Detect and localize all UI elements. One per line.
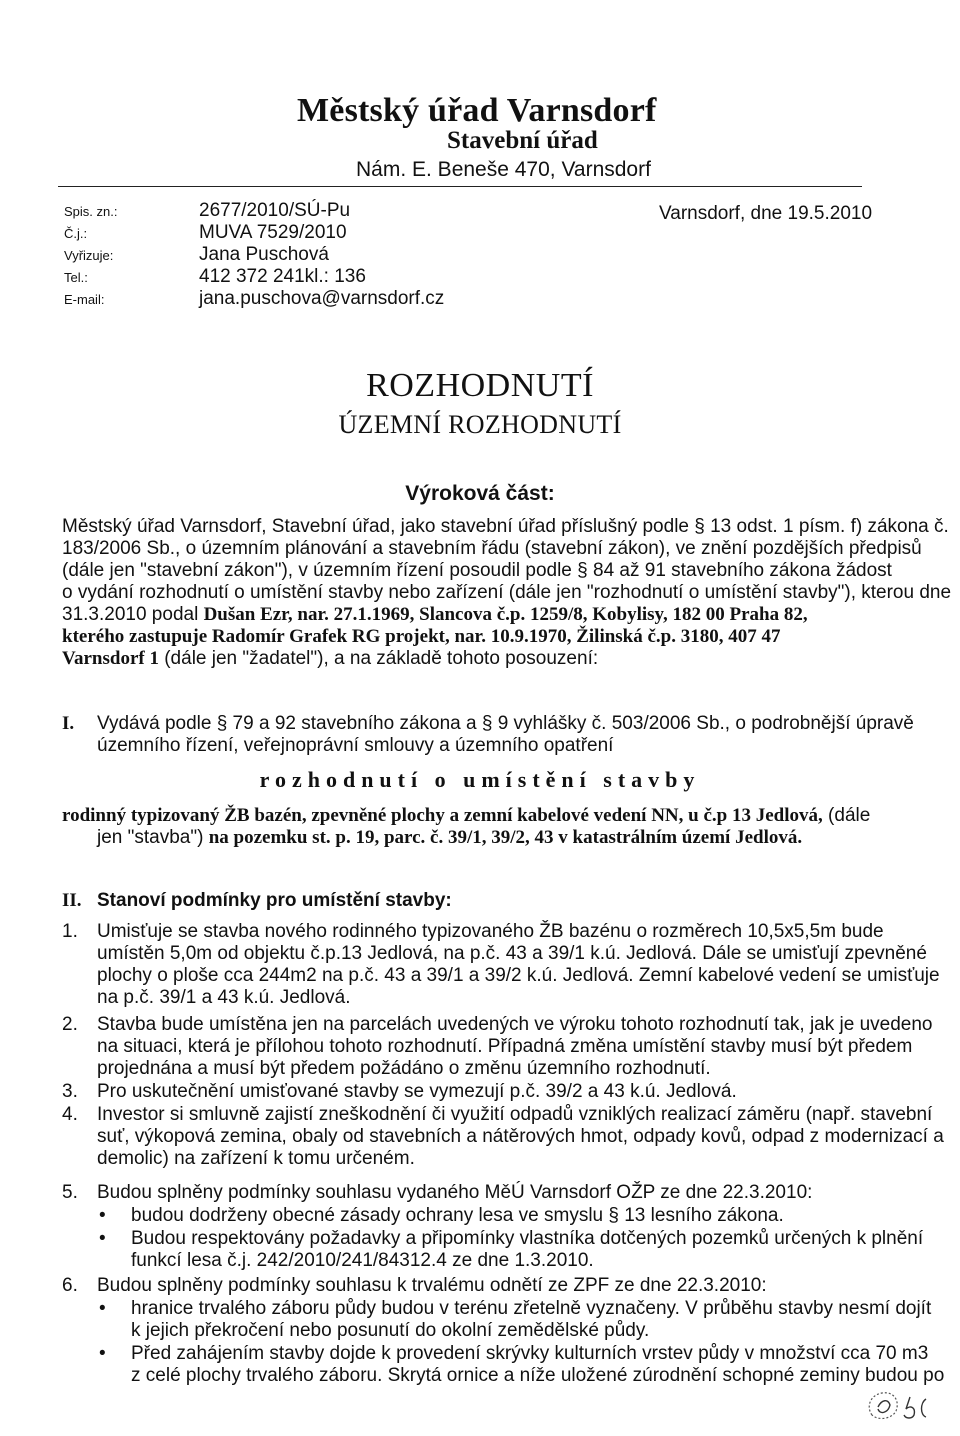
handled-by: Jana Puschová — [199, 244, 329, 265]
decision-title: rozhodnutí o umístění stavby — [259, 767, 701, 792]
header-divider — [58, 186, 862, 187]
intro-text: 31.3.2010 podal — [62, 604, 204, 625]
bullet-marker: • — [99, 1228, 106, 1249]
phone-label: Tel.: — [64, 270, 88, 285]
condition-line: Investor si smluvně zajistí zneškodnění či využití odpadů vzniklých realizací záměru (např. stavební — [97, 1104, 933, 1125]
condition-line: suť, výkopová zemina, obaly od stavebních a nátěrových hmot, odpady kovů, odpad z modernizací a — [97, 1126, 944, 1147]
condition-1 — [97, 921, 940, 1009]
condition-line: umístěn 5,0m od objektu č.p.13 Jedlová, na p.č. 43 a 39/1 k.ú. Jedlová. Dále se umisťují zpevněné — [97, 943, 927, 964]
structure-parcels: na pozemku st. p. 19, parc. č. 39/1, 39/2, 43 v katastrálním území Jedlová. — [208, 827, 803, 848]
structure-note: (dále — [822, 805, 871, 826]
condition-number: 5. — [62, 1182, 78, 1203]
intro-text: (dále jen "žadatel"), a na základě tohoto posouzení: — [158, 648, 599, 669]
file-number: 2677/2010/SÚ-Pu — [199, 200, 351, 221]
bullet-line: k jejich překročení nebo posunutí do okolní zemědělské půdy. — [131, 1320, 650, 1341]
section-1-line: Vydává podle § 79 a 92 stavebního zákona a § 9 vyhlášky č. 503/2006 Sb., o podrobnější úpravě — [97, 713, 914, 734]
verdict-heading: Výroková část: — [405, 482, 555, 505]
reference-label: Č.j.: — [64, 226, 88, 241]
section-2-heading: Stanoví podmínky pro umístění stavby: — [97, 890, 452, 911]
bullet-line: hranice trvalého záboru půdy budou v terénu zřetelně vyznačeny. V průběhu stavby nesmí dojít — [131, 1298, 932, 1319]
condition-number: 2. — [62, 1014, 78, 1035]
section-1-text — [97, 713, 914, 757]
office-name: Městský úřad Varnsdorf — [297, 92, 657, 129]
intro-line: Městský úřad Varnsdorf, Stavební úřad, jako stavební úřad příslušný podle § 13 odst. 1 písm. f) zákona č. — [62, 516, 949, 537]
section-2-numeral: II. — [62, 890, 82, 911]
intro-line: (dále jen "stavební zákon"), v územním řízení posoudil podle § 84 až 91 stavebního zákona žádost — [62, 560, 892, 581]
condition-5-bullet — [131, 1228, 924, 1272]
condition-6-bullet — [131, 1343, 945, 1387]
bullet-line: Budou respektovány požadavky a připomínky vlastníka dotčených pozemků určených k plnění — [131, 1228, 924, 1249]
condition-line: Stavba bude umístěna jen na parcelách uvedených ve výroku tohoto rozhodnutí tak, jak je uvedeno — [97, 1014, 933, 1035]
condition-line: na situaci, která je přílohou tohoto rozhodnutí. Případná změna umístění stavby musí být předem — [97, 1036, 913, 1057]
applicant-details: Dušan Ezr, nar. 27.1.1969, Slancova č.p. 1259/8, Kobylisy, 182 00 Praha 82, — [203, 604, 808, 625]
intro-line: 183/2006 Sb., o územním plánování a stavebním řádu (stavební zákon), ve znění pozdějších předpisů — [62, 538, 922, 559]
document-date: Varnsdorf, dne 19.5.2010 — [659, 203, 873, 224]
condition-line: demolic) na zařízení k tomu určeném. — [97, 1148, 415, 1169]
condition-5 — [97, 1182, 863, 1204]
intro-paragraph — [62, 516, 952, 670]
bullet-marker: • — [99, 1205, 106, 1226]
bullet-line: z celé plochy trvalého záboru. Skrytá ornice a níže uložené zúrodnění schopné zeminy budou po — [131, 1365, 945, 1386]
document-subtitle: ÚZEMNÍ ROZHODNUTÍ — [338, 410, 622, 439]
structure-description — [62, 805, 871, 849]
condition-line: plochy o ploše cca 244m2 na p.č. 43 a 39/1 a 39/2 k.ú. Jedlová. Zemní kabelové vedení se umisťuje — [97, 965, 940, 986]
condition-number: 3. — [62, 1081, 78, 1102]
representative-city: Varnsdorf 1 — [62, 648, 159, 669]
section-1-numeral: I. — [62, 713, 75, 734]
bullet-line: funkcí lesa č.j. 242/2010/241/84312.4 ze dne 1.3.2010. — [131, 1250, 594, 1271]
section-1-line: územního řízení, veřejnoprávní smlouvy a územního opatření — [97, 735, 614, 756]
condition-6 — [97, 1275, 863, 1297]
bullet-line: Před zahájením stavby dojde k provedení skrývky kulturních vrstev půdy v množství cca 70 m3 — [131, 1343, 929, 1364]
bullet-marker: • — [99, 1298, 106, 1319]
handwritten-page-mark — [860, 1385, 940, 1425]
condition-4 — [97, 1104, 944, 1170]
department-name: Stavební úřad — [447, 127, 598, 154]
office-address: Nám. E. Beneše 470, Varnsdorf — [356, 158, 651, 181]
intro-line: o vydání rozhodnutí o umístění stavby nebo zařízení (dále jen "rozhodnutí o umístění stavby"), kterou dne — [62, 582, 952, 603]
condition-line: Pro uskutečnění umisťované stavby se vymezují p.č. 39/2 a 43 k.ú. Jedlová. — [97, 1081, 737, 1102]
condition-number: 6. — [62, 1275, 78, 1296]
email-label: E-mail: — [64, 292, 105, 307]
structure-note: jen "stavba") — [97, 827, 209, 848]
bullet-marker: • — [99, 1343, 106, 1364]
condition-5-bullet — [131, 1205, 863, 1227]
condition-line: Budou splněny podmínky souhlasu vydaného MěÚ Varnsdorf OŽP ze dne 22.3.2010: — [97, 1182, 813, 1203]
condition-number: 4. — [62, 1104, 78, 1125]
reference-number: MUVA 7529/2010 — [199, 222, 347, 243]
bullet-line: budou dodrženy obecné zásady ochrany lesa ve smyslu § 13 lesního zákona. — [131, 1205, 784, 1226]
representative-details: kterého zastupuje Radomír Grafek RG projekt, nar. 10.9.1970, Žilinská č.p. 3180, 407 47 — [62, 626, 781, 647]
file-number-label: Spis. zn.: — [64, 204, 118, 219]
condition-2 — [97, 1014, 933, 1080]
condition-line: projednána a musí být předem požádáno o změnu územního rozhodnutí. — [97, 1058, 711, 1079]
handled-by-label: Vyřizuje: — [64, 248, 114, 263]
condition-number: 1. — [62, 921, 78, 942]
email-address: jana.puschova@varnsdorf.cz — [199, 288, 445, 309]
document-title: ROZHODNUTÍ — [366, 367, 594, 404]
structure-name: rodinný typizovaný ŽB bazén, zpevněné plochy a zemní kabelové vedení NN, u č.p 13 Jedlová, — [62, 805, 823, 826]
condition-line: Budou splněny podmínky souhlasu k trvalému odnětí ze ZPF ze dne 22.3.2010: — [97, 1275, 767, 1296]
phone-number: 412 372 241kl.: 136 — [199, 266, 366, 287]
condition-line: Umisťuje se stavba nového rodinného typizovaného ŽB bazénu o rozměrech 10,5x5,5m bude — [97, 921, 884, 942]
condition-6-bullet — [131, 1298, 932, 1342]
condition-line: na p.č. 39/1 a 43 k.ú. Jedlová. — [97, 987, 351, 1008]
condition-3 — [97, 1081, 863, 1103]
